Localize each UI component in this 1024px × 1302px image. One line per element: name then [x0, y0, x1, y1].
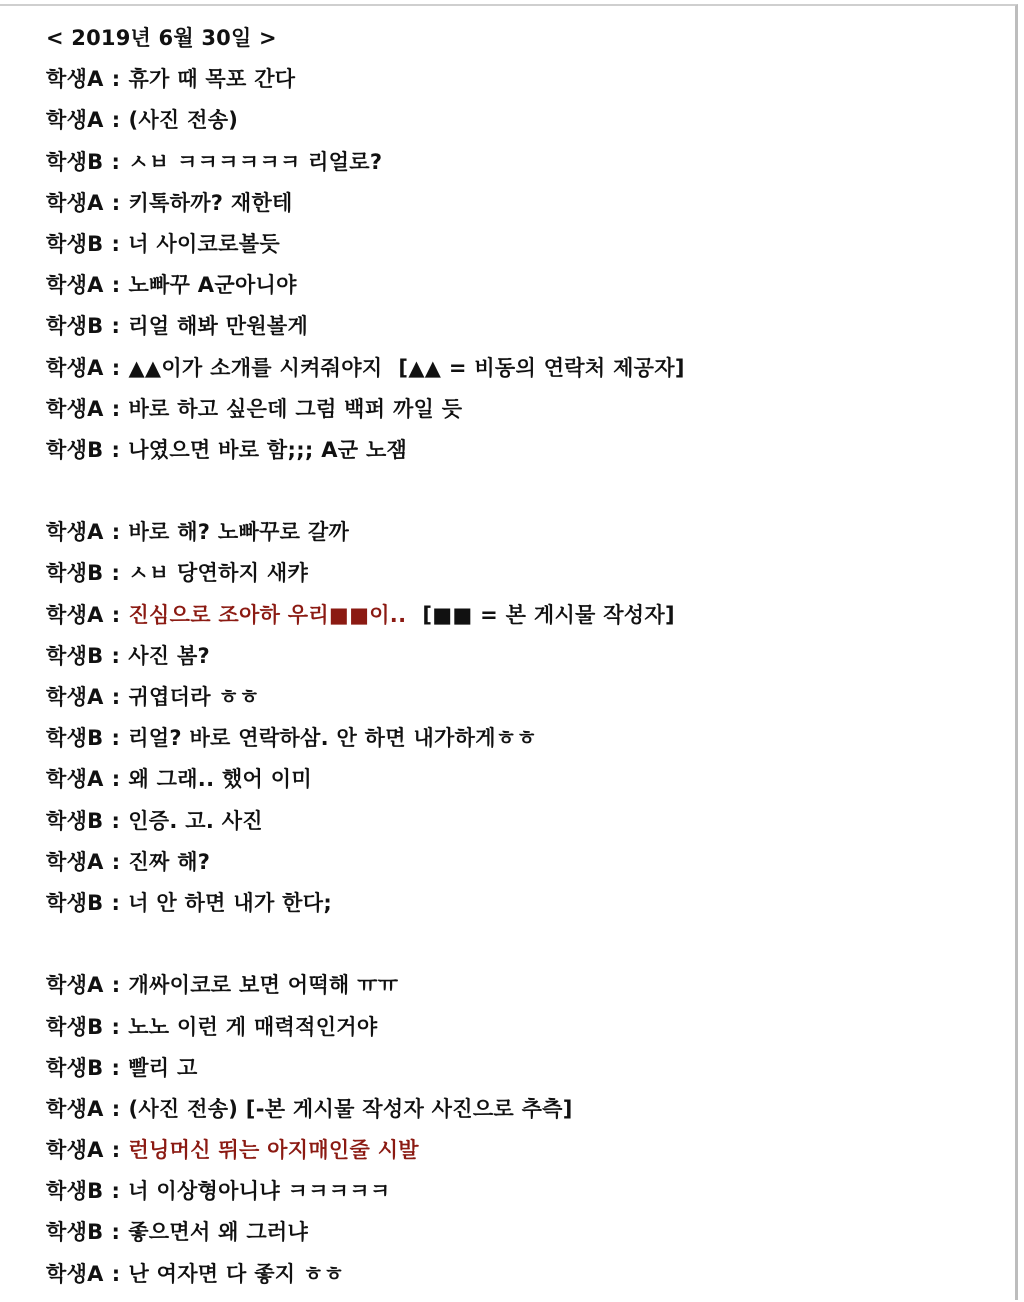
chat-line	[46, 100, 1006, 141]
message-text: 귀엽더라 ㅎㅎ	[128, 685, 260, 709]
speaker-name: 학생B	[46, 808, 104, 833]
message-text: 인증. 고. 사진	[128, 808, 263, 833]
message-text: 노노 이런 게 매력적인거야	[128, 1014, 378, 1039]
speaker-name: 학생B	[46, 314, 104, 339]
chat-line	[46, 1089, 1006, 1130]
message-text: 너 안 하면 내가 한다;	[128, 890, 333, 915]
speaker-name: 학생A	[46, 355, 104, 380]
speaker-separator: :	[111, 520, 121, 545]
chat-line	[46, 1007, 1006, 1048]
speaker-name: 학생A	[46, 273, 104, 298]
chat-line	[46, 1171, 1006, 1212]
speaker-separator: :	[111, 314, 121, 339]
speaker-name: 학생B	[46, 1055, 104, 1080]
speaker-name: 학생B	[46, 231, 104, 256]
chat-line	[46, 224, 1006, 265]
speaker-name: 학생B	[46, 1014, 104, 1039]
chat-line	[46, 718, 1006, 759]
speaker-separator: :	[111, 108, 121, 133]
transcript-lines	[46, 59, 1006, 1295]
message-text: 나였으면 바로 함;;; A군 노잼	[128, 437, 408, 462]
chat-line	[46, 595, 1006, 636]
message-text: 휴가 때 목포 간다	[128, 67, 296, 92]
message-text: ▲▲이가 소개를 시켜줘야지	[128, 355, 383, 380]
message-text: 개싸이코로 보면 어떡해 ㅠㅠ	[128, 973, 399, 998]
message-text: 바로 해? 노빠꾸로 갈까	[128, 520, 350, 545]
speaker-name: 학생B	[46, 643, 104, 668]
chat-line	[46, 553, 1006, 594]
date-header: < 2019년 6월 30일 >	[46, 26, 277, 50]
speaker-name: 학생A	[46, 396, 104, 421]
chat-line	[46, 801, 1006, 842]
chat-line	[46, 965, 1006, 1006]
speaker-separator: :	[111, 231, 121, 256]
highlighted-message: 런닝머신 뛰는 아지매인줄 시발	[128, 1138, 419, 1163]
message-text: 키톡하까? 재한테	[128, 190, 293, 215]
speaker-separator: :	[111, 973, 121, 998]
chat-line	[46, 183, 1006, 224]
message-text: 좋으면서 왜 그러냐	[128, 1220, 309, 1245]
speaker-separator: :	[111, 67, 121, 92]
chat-line	[46, 883, 1006, 924]
speaker-name: 학생B	[46, 561, 104, 586]
speaker-name: 학생A	[46, 1096, 104, 1121]
message-text: (사진 전송)	[128, 108, 239, 133]
speaker-separator: :	[111, 149, 121, 174]
speaker-separator: :	[111, 890, 121, 915]
speaker-separator: :	[111, 1055, 121, 1080]
message-text: ㅅㅂ ㅋㅋㅋㅋㅋㅋ 리얼로?	[128, 149, 383, 174]
speaker-name: 학생A	[46, 190, 104, 215]
chat-line	[46, 636, 1006, 677]
speaker-name: 학생B	[46, 1179, 104, 1204]
speaker-separator: :	[111, 685, 121, 709]
chat-line	[46, 348, 1006, 389]
speaker-separator: :	[111, 561, 121, 586]
speaker-separator: :	[111, 1096, 121, 1121]
chat-line	[46, 842, 1006, 883]
annotation-note: [■■ = 본 게시물 작성자]	[422, 602, 675, 627]
blank-line	[46, 471, 1006, 512]
chat-transcript	[46, 18, 1006, 1295]
chat-line	[46, 389, 1006, 430]
speaker-name: 학생B	[46, 890, 104, 915]
speaker-name: 학생B	[46, 1220, 104, 1245]
speaker-separator: :	[111, 1261, 121, 1286]
chat-line	[46, 265, 1006, 306]
chat-line	[46, 677, 1006, 718]
message-text: 노빠꾸 A군아니야	[128, 273, 297, 298]
message-text: 빨리 고	[128, 1055, 198, 1080]
speaker-name: 학생A	[46, 685, 104, 709]
speaker-separator: :	[111, 1014, 121, 1039]
chat-line	[46, 1048, 1006, 1089]
chat-line	[46, 1212, 1006, 1253]
speaker-separator: :	[111, 1179, 121, 1204]
message-text: 바로 하고 싶은데 그럼 백퍼 까일 듯	[128, 396, 463, 421]
highlighted-message: 진심으로 조아하 우리■■이..	[128, 602, 407, 627]
chat-line	[46, 1130, 1006, 1171]
chat-line	[46, 59, 1006, 100]
chat-line	[46, 759, 1006, 800]
speaker-separator: :	[111, 355, 121, 380]
speaker-separator: :	[111, 437, 121, 462]
chat-line	[46, 1254, 1006, 1295]
speaker-name: 학생A	[46, 602, 104, 627]
speaker-name: 학생B	[46, 726, 104, 751]
message-text: 리얼? 바로 연락하삼. 안 하면 내가하게ㅎㅎ	[128, 726, 537, 751]
chat-line	[46, 512, 1006, 553]
speaker-separator: :	[111, 396, 121, 421]
annotation-note: [▲▲ = 비동의 연락처 제공자]	[398, 355, 685, 380]
speaker-name: 학생A	[46, 849, 104, 874]
message-text: 너 사이코로볼듯	[128, 231, 280, 256]
speaker-name: 학생A	[46, 520, 104, 545]
speaker-name: 학생A	[46, 973, 104, 998]
message-text: 너 이상형아니냐 ㅋㅋㅋㅋㅋ	[128, 1179, 391, 1204]
chat-line	[46, 430, 1006, 471]
blank-line	[46, 924, 1006, 965]
speaker-name: 학생A	[46, 767, 104, 792]
speaker-separator: :	[111, 808, 121, 833]
speaker-separator: :	[111, 1138, 121, 1163]
message-text: (사진 전송) [-본 게시물 작성자 사진으로 추측]	[128, 1096, 573, 1121]
chat-line	[46, 142, 1006, 183]
message-text: 왜 그래.. 했어 이미	[128, 767, 312, 792]
speaker-separator: :	[111, 190, 121, 215]
message-text: 진짜 해?	[128, 849, 211, 874]
chat-line	[46, 306, 1006, 347]
speaker-name: 학생A	[46, 1138, 104, 1163]
speaker-name: 학생A	[46, 67, 104, 92]
message-text: 리얼 해봐 만원볼게	[128, 314, 309, 339]
speaker-separator: :	[111, 602, 121, 627]
speaker-separator: :	[111, 273, 121, 298]
speaker-separator: :	[111, 643, 121, 668]
message-text: 난 여자면 다 좋지 ㅎㅎ	[128, 1261, 345, 1286]
speaker-separator: :	[111, 849, 121, 874]
speaker-name: 학생A	[46, 108, 104, 133]
speaker-separator: :	[111, 726, 121, 751]
speaker-name: 학생B	[46, 437, 104, 462]
speaker-separator: :	[111, 767, 121, 792]
message-text: 사진 봄?	[128, 643, 211, 668]
speaker-name: 학생A	[46, 1261, 104, 1286]
speaker-name: 학생B	[46, 149, 104, 174]
speaker-separator: :	[111, 1220, 121, 1245]
message-text: ㅅㅂ 당연하지 새캬	[128, 561, 309, 586]
